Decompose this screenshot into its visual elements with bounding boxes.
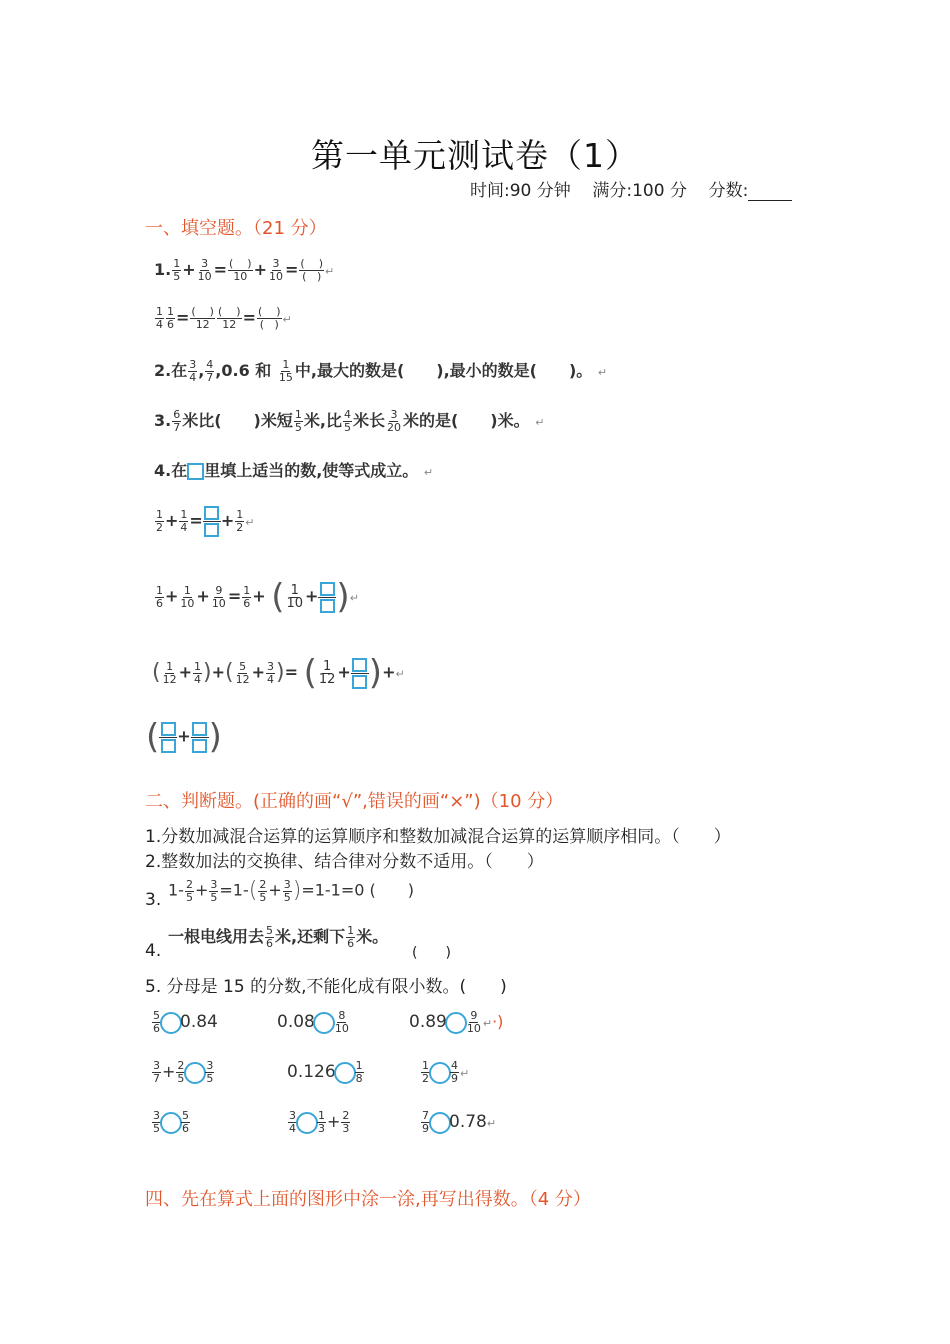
exam-meta [470,176,792,201]
judge-4-expr: 一根电线用去 $\frac{5}{6}$ 米,还剩下 $\frac{1}{6}$ 米。 [168,924,389,950]
compare-r3c1: $\frac{3}{5}$ $\frac{5}{6}$ [153,1109,189,1135]
time-label: 时间:90 分钟 [470,181,571,201]
section-1-heading: 一、填空题。（21 分） [145,218,327,239]
q4-eq-3: ( $\frac{1}{12}$ + $\frac{1}{4}$ )+( $\frac{5}{12}$ + $\frac{3}{4}$ )= ( $\frac{1}{12}$ + )+↵ [152,653,405,693]
score-blank[interactable] [748,182,792,201]
q3: 3. $\frac{6}{7}$ 米比( )米短 $\frac{1}{5}$ 米,比 $\frac{4}{5}$ 米长 $\frac{3}{20}$ 米的是( )米。 ↵ [154,408,545,434]
judge-2: 2.整数加法的交换律、结合律对分数不适用。（ ） [145,852,544,872]
judge-5: 5. 分母是 15 的分数,不能化成有限小数。( ) [145,977,507,997]
compare-r1c1: $\frac{5}{6}$ 0.84 [153,1009,218,1035]
judge-1: 1.分数加减混合运算的运算顺序和整数加减混合运算的运算顺序相同。（ ） [145,827,731,847]
compare-circle[interactable] [160,1112,182,1134]
compare-circle[interactable] [429,1062,451,1084]
answer-box-icon [187,463,204,480]
compare-circle[interactable] [160,1012,182,1034]
compare-circle[interactable] [313,1012,335,1034]
score-label: 分数: [708,181,749,201]
compare-circle[interactable] [429,1112,451,1134]
judge-3-number: 3. [145,890,162,910]
answer-box[interactable] [320,582,335,596]
compare-r3c2: $\frac{3}{4}$ $\frac{1}{3}$ + $\frac{2}{3}$ [289,1109,350,1135]
q4-eq-2: $\frac{1}{6}$ + $\frac{1}{10}$ + $\frac{9}{10}$ = $\frac{1}{6}$ + ( $\frac{1}{10}$ + )↵ [156,577,359,617]
section-4-heading: 四、先在算式上面的图形中涂一涂,再写出得数。（4 分） [145,1189,591,1210]
q1-line-1: 1. $\frac{1}{5}$ + $\frac{3}{10}$ = $\frac{( )}{10}$ + $\frac{3}{10}$ = $\frac{( )}{( )}$ ↵ [154,257,335,283]
answer-box[interactable] [192,722,207,736]
q2: 2.在 $\frac{3}{4}$ , $\frac{4}{7}$ ,0.6 和 $\frac{1}{15}$ 中,最大的数是( ),最小的数是( )。 ↵ [154,358,608,384]
answer-box[interactable] [161,722,176,736]
judge-3-expr: 1- $\frac{2}{5}$ + $\frac{3}{5}$ =1-( $\frac{2}{5}$ + $\frac{3}{5}$ )=1-1=0 ( ) [168,877,415,904]
q4-eq-1: $\frac{1}{2}$ + $\frac{1}{4}$ = + $\frac{1}{2}$ ↵ [154,506,254,537]
compare-circle[interactable] [334,1062,356,1084]
page-title: 第一单元测试卷（1） [311,136,639,175]
answer-box[interactable] [192,739,207,753]
compare-r2c1: $\frac{3}{7}$ + $\frac{2}{5}$ $\frac{3}{5}$ [153,1059,214,1085]
compare-r2c2: 0.126 $\frac{1}{8}$ [287,1059,363,1085]
compare-circle[interactable] [184,1062,206,1084]
compare-r1c2: 0.08 $\frac{8}{10}$ [277,1009,349,1035]
answer-box[interactable] [352,658,367,672]
judge-4-paren: ( ) [412,945,451,961]
answer-box[interactable] [204,523,219,537]
q4-eq-3-cont: ( + ) [146,717,222,757]
compare-circle[interactable] [445,1012,467,1034]
compare-circle[interactable] [296,1112,318,1134]
judge-4-number: 4. [145,941,162,961]
q1-line-2: $\frac{1}{4}$ $\frac{1}{6}$ = $\frac{( )}{12}$ $\frac{( )}{12}$ = $\frac{( )}{( )}$ ↵ [156,305,292,331]
compare-r2c3: $\frac{1}{2}$ $\frac{4}{9}$ ↵ [422,1059,470,1085]
compare-r3c3: $\frac{7}{9}$ 0.78↵ [422,1109,497,1135]
full-score-label: 满分:100 分 [592,181,687,201]
answer-box[interactable] [352,675,367,689]
section-2-heading: 二、判断题。(正确的画“√”,错误的画“×”)（10 分） [145,791,564,812]
answer-box[interactable] [161,739,176,753]
answer-box[interactable] [204,506,219,520]
answer-box[interactable] [320,599,335,613]
compare-r1c3: 0.89 $\frac{9}{10}$ ↵·) [409,1009,504,1035]
q4: 4.在 里填上适当的数,使等式成立。 ↵ [154,461,434,480]
